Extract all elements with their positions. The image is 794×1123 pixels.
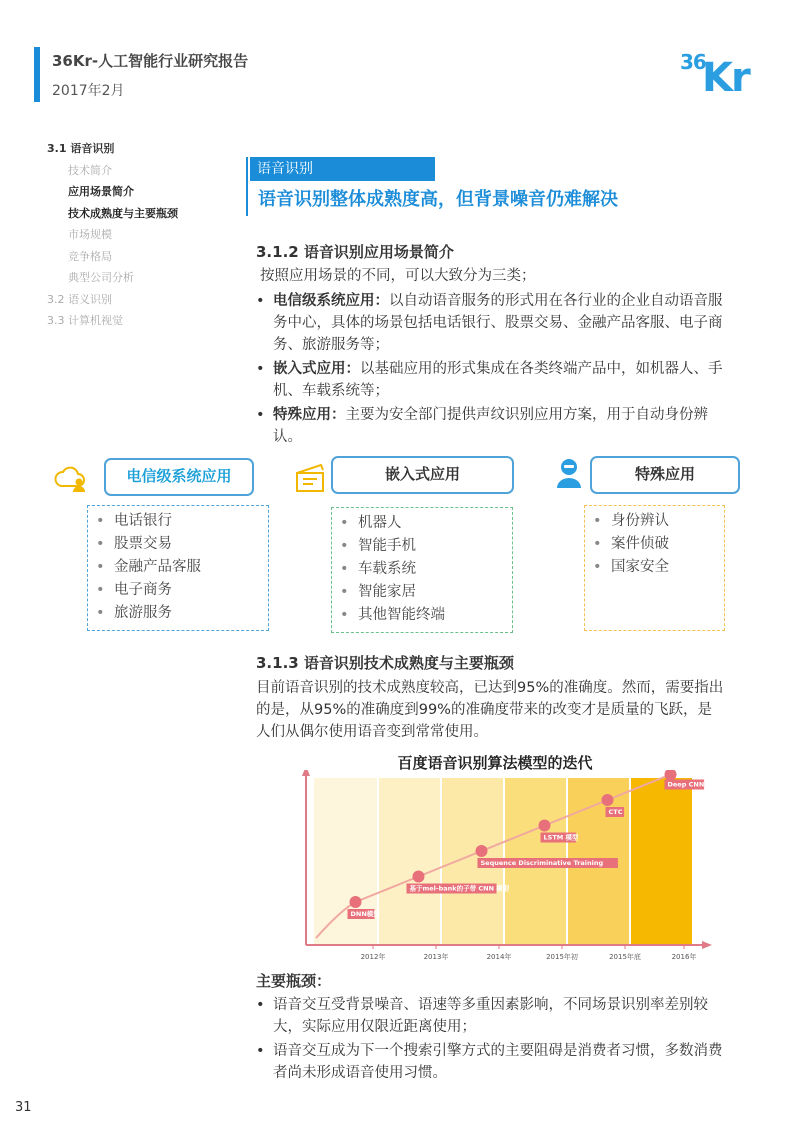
data-point (476, 845, 488, 857)
svg-text:36: 36 (680, 50, 706, 74)
toc-item[interactable]: 应用场景简介 (68, 185, 134, 198)
list-item-term: 特殊应用： (273, 407, 346, 423)
category-item-list (331, 507, 513, 633)
category-item: • 金融产品客服 (96, 556, 268, 579)
category-item: • 案件侦破 (593, 533, 724, 556)
maturity-paragraph: 目前语音识别的技术成熟度较高，已达到95%的准确度。然而，需要指出的是，从95%的准确度到99%的准确度带来的改变才是质量的飞跃，是人们从偶尔使用语音变到常常使用。 (256, 680, 724, 740)
chart-band (631, 778, 692, 945)
x-tick-label: 2014年 (486, 953, 512, 961)
toc-item[interactable]: 技术成熟度与主要瓶颈 (68, 206, 178, 220)
chart-band (314, 778, 377, 945)
category-item: • 电话银行 (96, 510, 268, 533)
category-item: • 其他智能终端 (340, 604, 512, 627)
table-of-contents (47, 138, 178, 332)
toc-item[interactable]: 竞争格局 (68, 249, 112, 263)
point-label: Deep CNN (667, 780, 705, 789)
toc-item[interactable]: 3.1 语音识别 (47, 142, 115, 155)
svg-text:Kr: Kr (702, 55, 749, 95)
data-point (350, 896, 362, 908)
header-accent-bar (34, 47, 40, 102)
report-title: 36Kr-人工智能行业研究报告 (52, 52, 249, 70)
category-item: • 车载系统 (340, 558, 512, 581)
list-item: • 语音交互受背景噪音、语速等多重因素影响，不同场景识别率差别较大，实际应用仅限近距离使用； (256, 994, 726, 1038)
person-id-icon (552, 456, 586, 490)
category-title-box: 特殊应用 (590, 456, 740, 494)
intro-paragraph: 按照应用场景的不同，可以大致分为三类； (260, 268, 536, 284)
model-iteration-chart (296, 770, 716, 965)
list-item-text: 以基础应用的形式集成在各类终端产品中，如机器人、手机、车载系统等； (273, 361, 723, 399)
list-item-term: 电信级系统应用： (273, 293, 389, 309)
point-label: CTC (608, 808, 623, 816)
category-item: • 机器人 (340, 512, 512, 535)
list-item (256, 290, 726, 356)
x-axis-arrow (702, 941, 712, 949)
list-item: • 语音交互成为下一个搜索引擎方式的主要阻碍是消费者习惯，多数消费者尚未形成语音使用习惯。 (256, 1040, 726, 1084)
heading-3-1-3: 3.1.3 语音识别技术成熟度与主要瓶颈 (256, 654, 514, 672)
category-item-list (87, 505, 269, 631)
list-item-term: 嵌入式应用： (273, 361, 360, 377)
point-label: DNN模型 (350, 910, 380, 918)
category-item: • 旅游服务 (96, 602, 268, 625)
cloud-user-icon (54, 460, 88, 494)
list-item (256, 358, 726, 402)
brand-logo (680, 45, 770, 95)
chart-title: 百度语音识别算法模型的迭代 (397, 754, 593, 772)
category-item: • 电子商务 (96, 579, 268, 602)
x-tick-label: 2012年 (360, 953, 386, 961)
point-label: Sequence Discriminative Training (480, 859, 604, 867)
bottleneck-heading: 主要瓶颈： (256, 972, 332, 990)
application-type-list (256, 290, 726, 450)
section-tag: 语音识别 (250, 157, 435, 181)
section-headline: 语音识别整体成熟度高，但背景噪音仍难解决 (258, 189, 618, 210)
data-point (413, 871, 425, 883)
list-item-text: 主要为安全部门提供声纹识别应用方案，用于自动身份辨认。 (273, 407, 708, 445)
x-tick-label: 2016年 (671, 953, 697, 961)
category-item: • 股票交易 (96, 533, 268, 556)
category-item: • 国家安全 (593, 556, 724, 579)
chart-band (379, 778, 440, 945)
toc-item[interactable]: 市场规模 (68, 228, 112, 241)
list-item (256, 404, 726, 448)
y-axis-arrow (302, 770, 310, 776)
category-item-list (584, 505, 725, 631)
list-item-text: 以自动语音服务的形式用在各行业的企业自动语音服务中心，具体的场景包括电话银行、股票交易、金融产品客服、电子商务、旅游服务等； (273, 293, 723, 353)
x-tick-label: 2013年 (423, 953, 449, 961)
x-tick-label: 2015年底 (609, 953, 641, 961)
toc-item[interactable]: 3.3 计算机视觉 (47, 314, 123, 327)
point-label: LSTM 模型 (543, 833, 579, 842)
category-item: • 身份辨认 (593, 510, 724, 533)
bottleneck-list (256, 994, 726, 1086)
toc-item[interactable]: 3.2 语义识别 (47, 292, 112, 306)
category-item: • 智能手机 (340, 535, 512, 558)
data-point (602, 794, 614, 806)
toc-item[interactable]: 技术简介 (68, 163, 112, 177)
point-label: 基于mel-bank的子带 CNN 模型 (409, 884, 510, 893)
category-title-box: 嵌入式应用 (331, 456, 514, 494)
category-item: • 智能家居 (340, 581, 512, 604)
category-title-box: 电信级系统应用 (104, 458, 254, 496)
section-divider (246, 157, 248, 216)
clapperboard-icon (293, 460, 327, 494)
heading-3-1-2: 3.1.2 语音识别应用场景简介 (256, 243, 454, 261)
page-number: 31 (15, 1100, 32, 1115)
report-date: 2017年2月 (52, 83, 125, 99)
toc-item[interactable]: 典型公司分析 (68, 271, 134, 284)
data-point (539, 820, 551, 832)
x-tick-label: 2015年初 (546, 953, 578, 961)
